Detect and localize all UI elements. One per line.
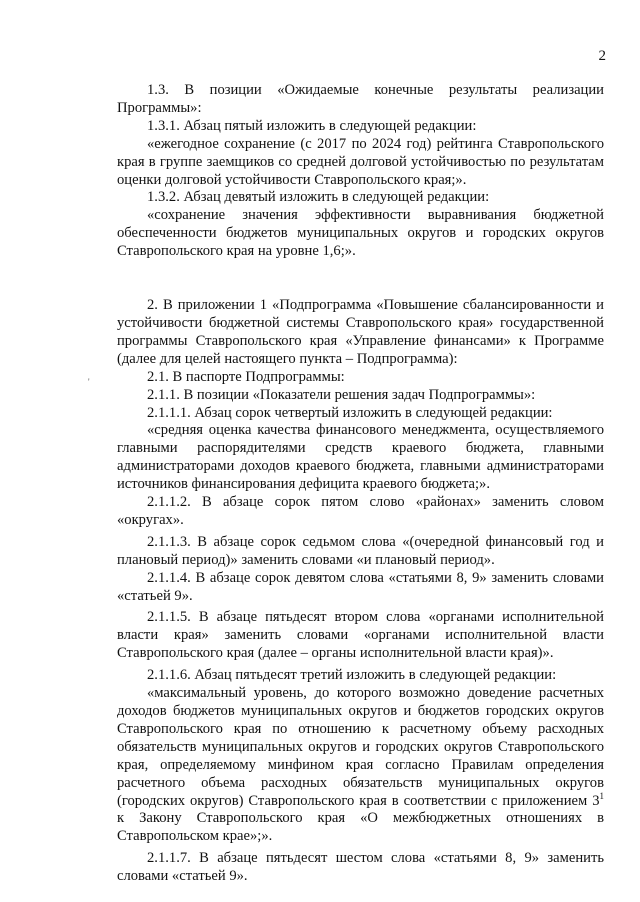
appendix-number: 3	[592, 792, 600, 809]
appendix-superscript: 1	[599, 790, 604, 801]
paragraph-2-1-1-6-text-start: «максимальный уровень, до которого возможно доведение расчетных доходов бюджетов муниципальных округов и бюджетов городских округов Ставропольского края по отношению к расчетному объему расходных обязательств муниципальных округов и городских округов Ставропольского края, определяемому минфином края согласно Правилам определения расчетного объема расходных обязательств муниципальных округов (городских округов) Ставропольского края в соответствии с приложением	[117, 685, 604, 809]
paragraph-2-1-1-6: 2.1.1.6. Абзац пятьдесят третий изложить в следующей редакции:	[147, 667, 557, 684]
paragraph-1-3: 1.3. В позиции «Ожидаемые конечные результаты реализации Программы»:	[117, 82, 604, 116]
paragraph-1-3-1: 1.3.1. Абзац пятый изложить в следующей редакции:	[147, 117, 477, 134]
paragraph-2-1-1-2: 2.1.1.2. В абзаце сорок пятом слово «районах» заменить словом «округах».	[117, 494, 604, 528]
paragraph-2-1-1: 2.1.1. В позиции «Показатели решения задач Подпрограммы»:	[147, 386, 536, 403]
paragraph-2-1-1-5: 2.1.1.5. В абзаце пятьдесят втором слова «органами исполнительной власти края» заменить словами «органами исполнительной власти Ставропольского края (далее – органы исполнительной власти края)».	[117, 609, 604, 662]
paragraph-2-1: 2.1. В паспорте Подпрограммы:	[147, 368, 345, 385]
paragraph-2-1-1-6-text	[117, 685, 604, 846]
margin-mark: '	[88, 377, 90, 387]
paragraph-2-1-1-1: 2.1.1.1. Абзац сорок четвертый изложить в следующей редакции:	[147, 404, 553, 421]
paragraph-2-1-1-3: 2.1.1.3. В абзаце сорок седьмом слова «(очередной финансовый год и плановый период)» заменить словами «и плановый период».	[117, 533, 604, 568]
paragraph-2-1-1-7: 2.1.1.7. В абзаце пятьдесят шестом слова «статьями 8, 9» заменить словами «статьей 9».	[117, 850, 604, 885]
page-number: 2	[598, 48, 606, 64]
document-body	[117, 82, 604, 886]
paragraph-2-1-1-6-text-end: к Закону Ставропольского края «О межбюджетных отношениях в Ставропольском крае»;».	[117, 810, 604, 845]
paragraph-1-3-1-text: «ежегодное сохранение (с 2017 по 2024 год) рейтинга Ставропольского края в группе заемщиков со средней долговой устойчивостью по результатам оценки долговой устойчивости Ставропольского края;».	[117, 135, 604, 188]
paragraph-2-1-1-4: 2.1.1.4. В абзаце сорок девятом слова «статьями 8, 9» заменить словами «статьей 9».	[117, 569, 604, 604]
paragraph-1-3-2-text: «сохранение значения эффективности выравнивания бюджетной обеспеченности бюджетов муниципальных округов и городских округов Ставропольского края на уровне 1,6;».	[117, 207, 604, 260]
paragraph-2-1-1-1-text: «средняя оценка качества финансового менеджмента, осуществляемого главными распорядителями средств краевого бюджета, главными администраторами доходов краевого бюджета, главными администраторами источников финансирования дефицита краевого бюджета;».	[117, 422, 604, 493]
paragraph-2: 2. В приложении 1 «Подпрограмма «Повышение сбалансированности и устойчивости бюджетной системы Ставропольского края» государственной программы Ставропольского края «Управление финансами» к Программе (далее для целей настоящего пункта – Подпрограмма):	[117, 297, 604, 367]
paragraph-1-3-2: 1.3.2. Абзац девятый изложить в следующей редакции:	[147, 189, 490, 206]
